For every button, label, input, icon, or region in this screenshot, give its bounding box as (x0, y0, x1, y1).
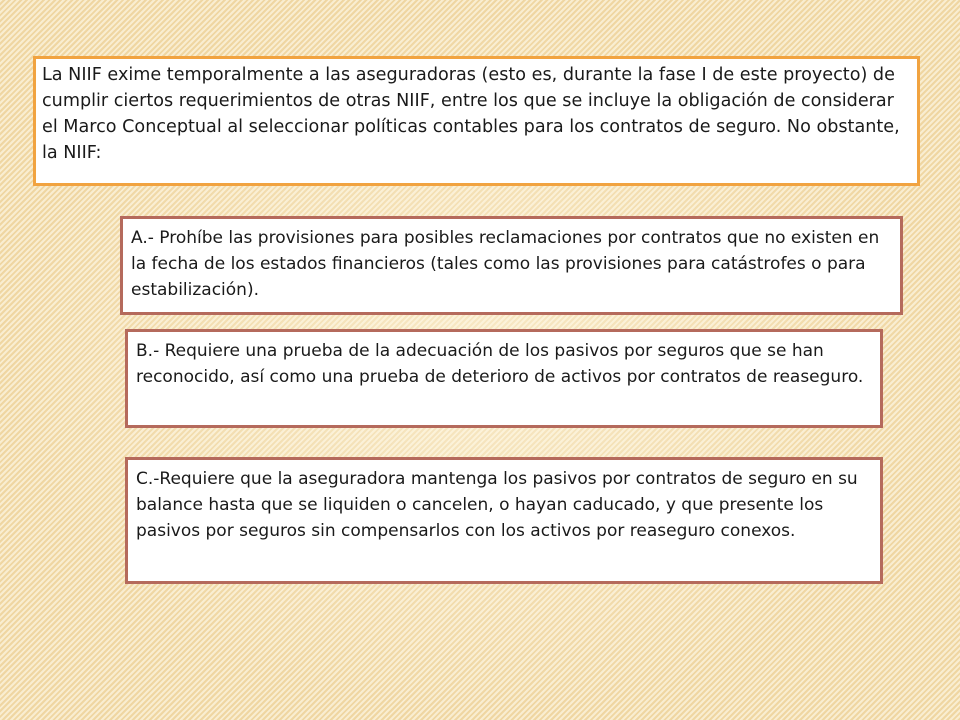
option-c-box[interactable]: C.-Requiere que la aseguradora mantenga los pasivos por contratos de seguro en su balance hasta que se liquiden o cancelen, o hayan caducado, y que presente los pasivos por seguros sin compensarlos con los activos por reaseguro conexos. (125, 457, 883, 584)
intro-text-box: La NIIF exime temporalmente a las aseguradoras (esto es, durante la fase I de este proyecto) de cumplir ciertos requerimientos de otras NIIF, entre los que se incluye la obligación de considerar el Marco Conceptual al seleccionar políticas contables para los contratos de seguro. No obstante, la NIIF: (33, 56, 920, 186)
option-b-box[interactable]: B.- Requiere una prueba de la adecuación de los pasivos por seguros que se han reconocido, así como una prueba de deterioro de activos por contratos de reaseguro. (125, 329, 883, 428)
option-a-box[interactable]: A.- Prohíbe las provisiones para posibles reclamaciones por contratos que no existen en la fecha de los estados financieros (tales como las provisiones para catástrofes o para estabilización). (120, 216, 903, 315)
